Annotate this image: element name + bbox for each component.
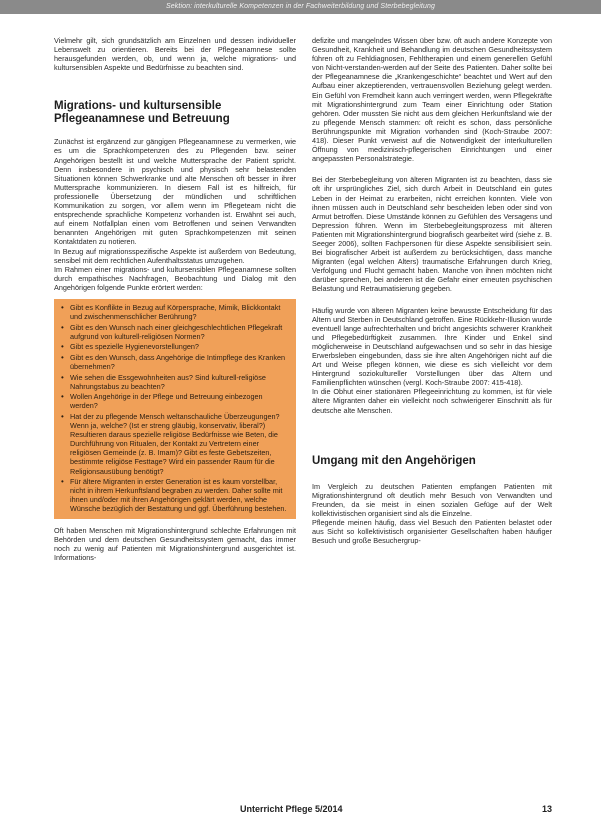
intro-paragraph: Vielmehr gilt, sich grundsätzlich am Einzelnen und dessen individueller Lebenswelt zu orientieren. Bereits bei der Pflegeanamnese sollte herausgefunden werden, ob, und wenn ja, welche migrations- und kultursensiblen Aspekte und Bedürfnisse zu beachten sind. — [54, 36, 296, 73]
body-paragraph: defizite und mangelndes Wissen über bzw. oft auch andere Konzepte von Gesundheit, Krankheit und Behandlung im deutschen Gesundheitssystem führen oft zu Fehldiagnosen, Fehltherapien und einem generellen Gefühl von Nicht-verstanden-werden auf der Seite des Patienten. Daher sollte bei der Pflegeanamnese die „Krankengeschichte“ beachtet und Wert auf den Aufbau einer akzeptierenden, vertrauensvollen Beziehung gelegt werden. Ein Gefühl von Fremdheit kann auch verringert werden, wenn Pflegekräfte mit Migrationshintergrund zum Team einer Einrichtung oder Station gehören. Oder mussten Sie nicht aus dem gleichen Herkunftsland wie der zu pflegende Mensch stammen: oft reicht es schon, dass persönliche Berührungspunkte mit Migration vorhanden sind (Koch-Straube 2007: 418). Dieser Punkt verweist auf die Notwendigkeit der interkulturellen Öffnung von medizinisch-pflegerischen Einrichtungen und einer angepassten Personalstrategie. — [312, 36, 552, 164]
checklist-item: • Wollen Angehörige in der Pflege und Betreuung einbezogen werden? — [60, 392, 290, 410]
checklist-item: • Gibt es spezielle Hygienevorstellungen? — [60, 342, 290, 351]
checklist-item: • Gibt es Konflikte in Bezug auf Körpersprache, Mimik, Blickkontakt und zwischenmenschlicher Berührung? — [60, 303, 290, 321]
checklist — [60, 303, 290, 514]
body-paragraph: In die Obhut einer stationären Pflegeeinrichtung zu kommen, ist für viele ältere Migranten daher ein vielleicht noch schwierigerer Einschnitt als für deutsche alte Menschen. — [312, 387, 552, 415]
right-column — [312, 36, 552, 552]
left-column — [54, 36, 296, 569]
checklist-item: • Hat der zu pflegende Mensch weltanschauliche Überzeugungen? Wenn ja, welche? (Ist er streng gläubig, konservativ, liberal?) Resultieren daraus spezielle religiöse Bedürfnisse wie Beten, die Durchführung von Ritualen, der Kontakt zu Vertretern einer religiösen Gemeinde (z. B. Imam)? Gibt es feste Gebetszeiten, bestimmte religiöse Festtage? Wird ein passender Raum für die Religionsausübung benötigt? — [60, 412, 290, 476]
running-header: Sektion: interkulturelle Kompetenzen in der Fachweiterbildung und Sterbebegleitung — [0, 0, 601, 14]
checklist-item: • Für ältere Migranten in erster Generation ist es kaum vorstellbar, nicht in ihrem Herkunftsland begraben zu werden. Daher sollte mit ihnen und/oder mit ihren Angehörigen geklärt werden, welche Wünsche bezüglich der Bestattung und ggf. Überführung bestehen. — [60, 477, 290, 513]
body-paragraph: Oft haben Menschen mit Migrationshintergrund schlechte Erfahrungen mit Behörden und dem deutschen Gesundheitssystem gemacht, das immer noch zu wenig auf Patienten mit Migrationshintergrund ausgerichtet ist. Informations- — [54, 526, 296, 563]
checklist-item: • Wie sehen die Essgewohnheiten aus? Sind kulturell-religiöse Nahrungstabus zu beachten? — [60, 373, 290, 391]
body-paragraph: Häufig wurde von älteren Migranten keine bewusste Entscheidung für das Altern und Sterben in Deutschland getroffen. Eine Rückkehr-Illusion wurde eventuell lange aufrechterhalten und bricht angesichts schwerer Krankheit und Pflegebedürftigkeit zusammen. Ihre Kinder und Enkel sind möglicherweise in Deutschland aufgewachsen und so sehr in das hiesige Erwerbsleben eingebunden, dass sie ihre alten Angehörigen nicht auf die Art und Weise pflegen können, wie diese es sich vielleicht vor dem Hintergrund soziokultureller Vorstellungen über das Altern und Familienpflichten wünschen (vergl. Koch-Straube 2007: 415-418). — [312, 305, 552, 388]
page-number: 13 — [542, 804, 553, 814]
body-paragraph: Pflegende meinen häufig, dass viel Besuch den Patienten belastet oder aus Sicht so kollektivistisch organisierter Gesellschaften haben häufiger Besuch und große Besuchergrup- — [312, 518, 552, 546]
checklist-box — [54, 299, 296, 519]
body-paragraph: Zunächst ist ergänzend zur gängigen Pflegeanamnese zu vermerken, wie es um die Sprachkompetenzen des zu Pflegenden bzw. seiner Angehörigen bestellt ist und welche Muttersprache der Patient spricht. Denn insbesondere in psychisch und physisch sehr belastenden Situationen können Schwerkranke und alte Menschen oft besser in ihrer Muttersprache kommunizieren. In diesem Fall ist es hilfreich, für professionelle Übersetzung der mündlichen und schriftlichen Kommunikation zu sorgen, vor allem wenn im Pflegeteam nicht die entsprechende sprachliche Kompetenz vorhanden ist. Erwähnt sei auch, auf einem Notfallplan einen vom Betroffenen und seinen Verwandten benannten Angehörigen mit guten Sprachkompetenzen mit seinen Kontaktdaten zu notieren. — [54, 137, 296, 247]
body-paragraph: Im Rahmen einer migrations- und kultursensiblen Pflegeanamnese sollten durch empathisches Nachfragen, Beobachtung und Dialog mit den Angehörigen folgende Punkte erörtert werden: — [54, 264, 296, 292]
checklist-item: • Gibt es den Wunsch nach einer gleichgeschlechtlichen Pflegekraft aufgrund von kulturell-religiösen Normen? — [60, 323, 290, 341]
section-heading-angehoerige: Umgang mit den Angehörigen — [312, 454, 476, 467]
section-heading-pflegeanamnese: Migrations- und kultursensible Pflegeanamnese und Betreuung — [54, 100, 230, 126]
journal-title: Unterricht Pflege 5/2014 — [240, 804, 343, 814]
body-paragraph: In Bezug auf migrationsspezifische Aspekte ist außerdem von Bedeutung, sensibel mit dem rechtlichen Aufenthaltsstatus umzugehen. — [54, 246, 296, 265]
body-paragraph: Bei der Sterbebegleitung von älteren Migranten ist zu beachten, dass sie oft ihr ursprüngliches Ziel, sich durch Arbeit in Deutschland ein gutes Leben in der Heimat zu erarbeiten, nicht erreichen konnten. Viele von ihnen müssen auch in Deutschland sehr bescheiden leben oder sind von Armut betroffen. Diese Umstände können zu Gefühlen des Versagens und Depression führen. Wenn im Sterbebegleitungsprozess mit älteren Patienten mit Migrationshintergrund biografisch gearbeitet wird (siehe z. B. Seeger 2006), sollten Fachpersonen für diese Aspekte sensibilisiert sein. Bei biografischer Arbeit ist außerdem zu berücksichtigen, dass manche Migranten (egal welchen Alters) traumatische Erfahrungen durch Krieg, Verfolgung und Flucht gemacht haben. Manche von ihnen möchten nicht darüber sprechen, bei anderen ist die Gefahr einer erneuten psychischen Belastung und Retraumatisierung gegeben. — [312, 175, 552, 294]
body-paragraph: Im Vergleich zu deutschen Patienten empfangen Patienten mit Migrationshintergrund oft deutlich mehr Besuch von Verwandten und Freunden, da sie meist in einen sozialen Gefüge auf der Welt kollektivistischen organisiert sind als die Einzelne. — [312, 481, 552, 518]
checklist-item: • Gibt es den Wunsch, dass Angehörige die Intimpflege des Kranken übernehmen? — [60, 353, 290, 371]
